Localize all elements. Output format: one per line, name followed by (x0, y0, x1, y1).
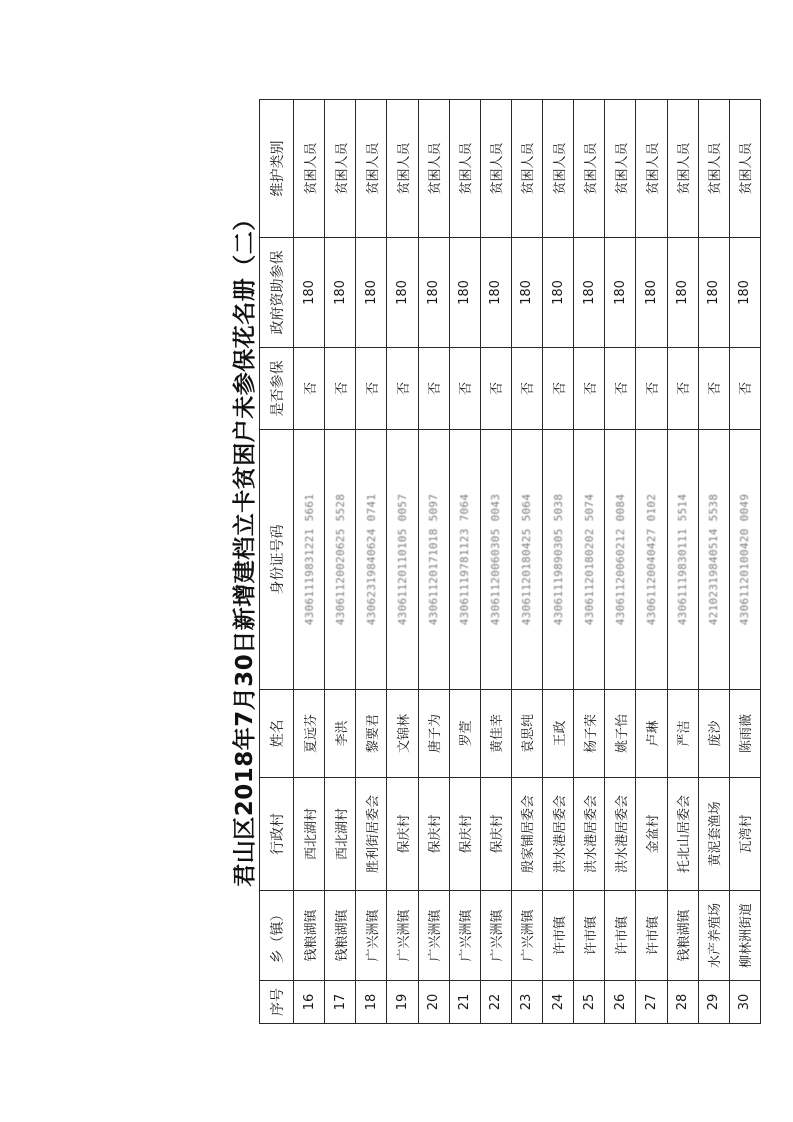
header-category: 维护类别 (260, 100, 294, 238)
row-town: 水产养殖场 (698, 891, 729, 981)
row-id-number (511, 430, 542, 690)
row-index: 27 (636, 981, 667, 1024)
header-subsidy: 政府资助参保 (260, 238, 294, 348)
table-row (698, 100, 729, 1024)
row-town: 钱粮湖镇 (325, 891, 356, 981)
row-subsidy: 180 (729, 238, 760, 348)
row-index: 21 (449, 981, 480, 1024)
table-row (636, 100, 667, 1024)
redacted-id-text: 43061119781123 7064 (458, 493, 472, 626)
header-village: 行政村 (260, 778, 294, 891)
table-row (605, 100, 636, 1024)
roster-table (259, 99, 761, 1024)
row-name: 陈雨薇 (729, 690, 760, 778)
row-insured: 否 (543, 348, 574, 430)
redacted-id-text: 43061120060305 0043 (489, 493, 503, 626)
row-index: 30 (729, 981, 760, 1024)
row-village: 保庆村 (387, 778, 418, 891)
row-town: 广兴洲镇 (480, 891, 511, 981)
row-village: 洪水港居委会 (574, 778, 605, 891)
row-insured: 否 (356, 348, 387, 430)
row-category: 贫困人员 (387, 100, 418, 238)
row-village: 西北湖村 (325, 778, 356, 891)
table-row (418, 100, 449, 1024)
redacted-id-text: 43061120100420 0049 (738, 493, 752, 626)
scan-edge-stamp-fragment (628, 338, 758, 362)
row-name: 文锦林 (387, 690, 418, 778)
row-index: 23 (511, 981, 542, 1024)
row-insured: 否 (636, 348, 667, 430)
row-insured: 否 (605, 348, 636, 430)
row-category: 贫困人员 (667, 100, 698, 238)
row-subsidy: 180 (667, 238, 698, 348)
row-id-number (636, 430, 667, 690)
row-village: 洪水港居委会 (543, 778, 574, 891)
row-category: 贫困人员 (356, 100, 387, 238)
redacted-id-text: 43061120020625 5528 (333, 493, 347, 626)
document-title: 君山区2018年7月30日新增建档立卡贫困户未参保花名册（二） (232, 207, 258, 887)
row-index: 26 (605, 981, 636, 1024)
row-town: 广兴洲镇 (356, 891, 387, 981)
row-index: 19 (387, 981, 418, 1024)
row-village: 金盆村 (636, 778, 667, 891)
row-village: 瓦湾村 (729, 778, 760, 891)
row-category: 贫困人员 (574, 100, 605, 238)
row-town: 柳林洲街道 (729, 891, 760, 981)
row-index: 25 (574, 981, 605, 1024)
row-name: 杨子荣 (574, 690, 605, 778)
row-index: 16 (294, 981, 325, 1024)
row-town: 广兴洲镇 (387, 891, 418, 981)
header-insured: 是否参保 (260, 348, 294, 430)
row-village: 洪水港居委会 (605, 778, 636, 891)
redacted-id-text: 43061120110105 0057 (395, 493, 409, 626)
redacted-id-text: 43061119890305 5038 (551, 493, 565, 626)
row-town: 广兴洲镇 (449, 891, 480, 981)
row-index: 18 (356, 981, 387, 1024)
row-village: 西北湖村 (294, 778, 325, 891)
row-insured: 否 (387, 348, 418, 430)
row-name: 唐子为 (418, 690, 449, 778)
row-id-number (294, 430, 325, 690)
row-index: 24 (543, 981, 574, 1024)
redacted-id-text: 43061120180425 5064 (520, 493, 534, 626)
row-name: 黎要君 (356, 690, 387, 778)
row-name: 王政 (543, 690, 574, 778)
row-name: 严洁 (667, 690, 698, 778)
table-row (294, 100, 325, 1024)
row-insured: 否 (294, 348, 325, 430)
row-subsidy: 180 (698, 238, 729, 348)
table-row (387, 100, 418, 1024)
row-id-number (605, 430, 636, 690)
row-subsidy: 180 (480, 238, 511, 348)
row-village: 托北山居委会 (667, 778, 698, 891)
redacted-id-text: 43062319840624 0741 (364, 493, 378, 626)
row-insured: 否 (574, 348, 605, 430)
table-row (480, 100, 511, 1024)
table-row (356, 100, 387, 1024)
row-id-number (574, 430, 605, 690)
row-subsidy: 180 (325, 238, 356, 348)
row-name: 卢琳 (636, 690, 667, 778)
row-village: 胜利街居委会 (356, 778, 387, 891)
row-category: 贫困人员 (729, 100, 760, 238)
row-id-number (543, 430, 574, 690)
row-id-number (325, 430, 356, 690)
table-row (667, 100, 698, 1024)
row-name: 黄佳幸 (480, 690, 511, 778)
row-town: 许市镇 (605, 891, 636, 981)
redacted-id-text: 43061120171018 5097 (427, 493, 441, 626)
row-id-number (729, 430, 760, 690)
row-category: 贫困人员 (605, 100, 636, 238)
row-subsidy: 180 (387, 238, 418, 348)
row-id-number (356, 430, 387, 690)
row-id-number (449, 430, 480, 690)
redacted-id-text: 43061119830111 5514 (676, 493, 690, 626)
row-category: 贫困人员 (698, 100, 729, 238)
row-insured: 否 (449, 348, 480, 430)
row-id-number (698, 430, 729, 690)
row-insured: 否 (698, 348, 729, 430)
row-subsidy: 180 (574, 238, 605, 348)
row-village: 保庆村 (418, 778, 449, 891)
row-id-number (418, 430, 449, 690)
row-town: 钱粮湖镇 (667, 891, 698, 981)
header-index: 序号 (260, 981, 294, 1024)
table-row (511, 100, 542, 1024)
row-id-number (667, 430, 698, 690)
redacted-id-text: 43061119831221 5661 (302, 493, 316, 626)
row-subsidy: 180 (418, 238, 449, 348)
row-index: 28 (667, 981, 698, 1024)
table-header-row (260, 100, 294, 1024)
row-insured: 否 (418, 348, 449, 430)
row-subsidy: 180 (605, 238, 636, 348)
redacted-id-text: 42102319840514 5538 (707, 493, 721, 626)
row-town: 钱粮湖镇 (294, 891, 325, 981)
row-category: 贫困人员 (418, 100, 449, 238)
row-subsidy: 180 (543, 238, 574, 348)
row-town: 许市镇 (636, 891, 667, 981)
row-id-number (387, 430, 418, 690)
table-row (729, 100, 760, 1024)
row-category: 贫困人员 (480, 100, 511, 238)
table-row (543, 100, 574, 1024)
row-insured: 否 (325, 348, 356, 430)
row-name: 夏远芬 (294, 690, 325, 778)
row-name: 姚子怡 (605, 690, 636, 778)
row-subsidy: 180 (356, 238, 387, 348)
redacted-id-text: 43061120180202 5074 (582, 493, 596, 626)
redacted-id-text: 43061120040427 0102 (644, 493, 658, 626)
row-subsidy: 180 (511, 238, 542, 348)
row-village: 保庆村 (449, 778, 480, 891)
row-insured: 否 (511, 348, 542, 430)
table-row (574, 100, 605, 1024)
table-body (294, 100, 761, 1024)
row-category: 贫困人员 (511, 100, 542, 238)
redacted-id-text: 43061120060212 0084 (613, 493, 627, 626)
row-village: 殷家铺居委会 (511, 778, 542, 891)
row-town: 许市镇 (543, 891, 574, 981)
table-row (325, 100, 356, 1024)
header-id-number: 身份证号码 (260, 430, 294, 690)
row-category: 贫困人员 (294, 100, 325, 238)
row-name: 罗萱 (449, 690, 480, 778)
row-index: 29 (698, 981, 729, 1024)
row-name: 庞沙 (698, 690, 729, 778)
row-subsidy: 180 (636, 238, 667, 348)
row-category: 贫困人员 (636, 100, 667, 238)
row-village: 保庆村 (480, 778, 511, 891)
row-category: 贫困人员 (325, 100, 356, 238)
row-index: 22 (480, 981, 511, 1024)
row-village: 黄泥套渔场 (698, 778, 729, 891)
row-index: 20 (418, 981, 449, 1024)
row-insured: 否 (729, 348, 760, 430)
row-index: 17 (325, 981, 356, 1024)
row-town: 广兴洲镇 (418, 891, 449, 981)
row-town: 许市镇 (574, 891, 605, 981)
row-insured: 否 (480, 348, 511, 430)
row-category: 贫困人员 (543, 100, 574, 238)
row-subsidy: 180 (294, 238, 325, 348)
row-town: 广兴洲镇 (511, 891, 542, 981)
row-subsidy: 180 (449, 238, 480, 348)
row-name: 袁思纯 (511, 690, 542, 778)
row-id-number (480, 430, 511, 690)
row-category: 贫困人员 (449, 100, 480, 238)
table-row (449, 100, 480, 1024)
row-name: 李洪 (325, 690, 356, 778)
header-town: 乡（镇） (260, 891, 294, 981)
header-name: 姓名 (260, 690, 294, 778)
row-insured: 否 (667, 348, 698, 430)
